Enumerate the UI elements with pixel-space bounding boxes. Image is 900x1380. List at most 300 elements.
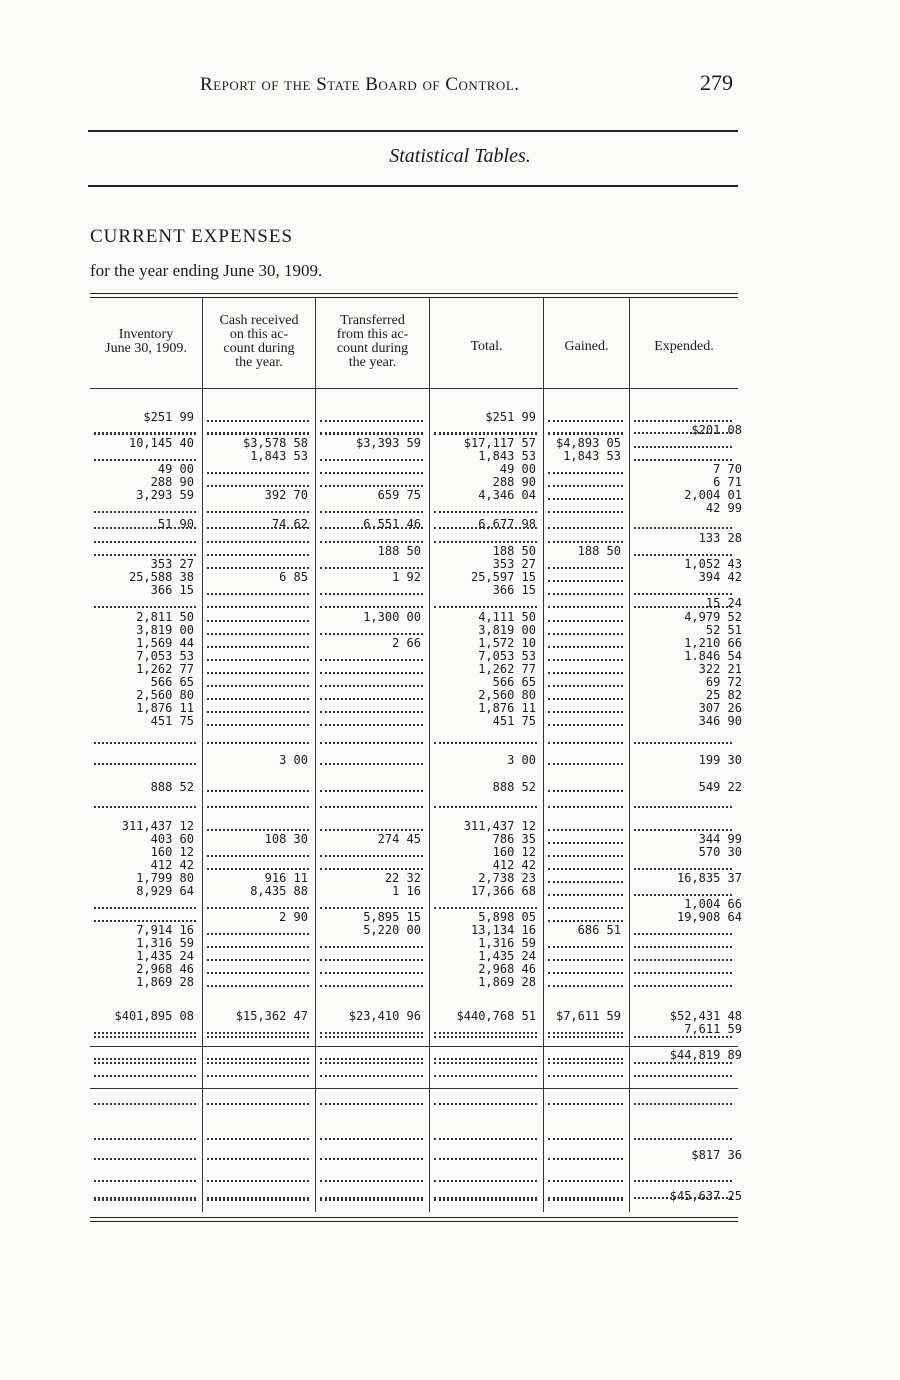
dot-leader: [548, 1180, 623, 1182]
table-cell: 1 92: [392, 570, 421, 584]
dot-leader: [207, 907, 309, 909]
dot-leader: [634, 1075, 732, 1077]
dot-leader: [434, 541, 537, 543]
dot-leader: [320, 1075, 423, 1077]
dot-leader: [634, 806, 732, 808]
dot-leader: [320, 763, 423, 765]
dot-leader: [94, 511, 196, 513]
dot-leader: [634, 959, 732, 961]
dot-leader: [207, 1158, 309, 1160]
dot-leader: [434, 606, 537, 608]
table-cell: 188 50: [377, 544, 421, 558]
table-cell: 2,004 01: [684, 488, 742, 502]
dot-leader: [548, 580, 623, 582]
table-cell: 5,220 00: [363, 923, 421, 937]
dot-leader: [434, 1058, 537, 1060]
dot-leader: [207, 511, 309, 513]
table-cell: 1,262 77: [136, 662, 194, 676]
table-cell: 353 27: [150, 557, 194, 571]
table-cell: 2 66: [392, 636, 421, 650]
table-cell: 2,968 46: [136, 962, 194, 976]
dot-leader: [434, 1197, 537, 1199]
table-cell: 1,316 59: [478, 936, 536, 950]
dot-leader: [434, 1180, 537, 1182]
dot-leader: [634, 1103, 732, 1105]
total-rule: [90, 1046, 738, 1047]
table-cell: 16,835 37: [676, 871, 742, 885]
dot-leader: [207, 829, 309, 831]
table-cell: 288 90: [150, 475, 194, 489]
dot-leader: [94, 527, 196, 529]
dot-leader: [434, 511, 537, 513]
dot-leader: [634, 420, 732, 422]
dot-leader: [94, 1058, 196, 1060]
table-cell: 1,843 53: [563, 449, 621, 463]
dot-leader: [207, 432, 309, 434]
table-cell: 1,843 53: [250, 449, 308, 463]
column-header: Expended.: [654, 339, 714, 354]
table-cell: 5,898 05: [478, 910, 536, 924]
dot-leader: [320, 985, 423, 987]
dot-leader: [320, 1197, 423, 1199]
dot-leader: [94, 1199, 196, 1201]
column-header: Total.: [470, 339, 503, 354]
subtitle-rule: [88, 185, 738, 187]
dot-leader: [548, 633, 623, 635]
dot-leader: [320, 672, 423, 674]
table-cell: 451 75: [150, 714, 194, 728]
table-cell: 51 90: [157, 517, 194, 531]
dot-leader: [548, 959, 623, 961]
table-cell: 2,560 80: [478, 688, 536, 702]
dot-leader: [320, 790, 423, 792]
table-cell: 7,914 16: [136, 923, 194, 937]
dot-leader: [207, 1197, 309, 1199]
total-rule: [90, 1088, 738, 1089]
dot-leader: [320, 485, 423, 487]
dot-leader: [548, 868, 623, 870]
table-cell: 1,300 00: [363, 610, 421, 624]
dot-leader: [207, 620, 309, 622]
dot-leader: [548, 1199, 623, 1201]
table-cell: 888 52: [492, 780, 536, 794]
table-cell: 1,799 80: [136, 871, 194, 885]
table-border-rule: [90, 1217, 738, 1218]
table-cell: 1,435 24: [136, 949, 194, 963]
dot-leader: [207, 985, 309, 987]
table-cell: 1,316 59: [136, 936, 194, 950]
table-cell: 4,346 04: [478, 488, 536, 502]
page-subtitle: Statistical Tables.: [389, 145, 531, 167]
table-cell: 322 21: [698, 662, 742, 676]
dot-leader: [320, 541, 423, 543]
dot-leader: [320, 698, 423, 700]
table-cell: $201 08: [691, 423, 742, 437]
dot-leader: [548, 920, 623, 922]
dot-leader: [548, 829, 623, 831]
table-cell: 3 00: [279, 753, 308, 767]
table-cell: 8,435 88: [250, 884, 308, 898]
dot-leader: [548, 1138, 623, 1140]
dot-leader: [320, 685, 423, 687]
table-cell: 1,843 53: [478, 449, 536, 463]
dot-leader: [320, 1158, 423, 1160]
table-cell: $251 99: [143, 410, 194, 424]
table-cell: 49 00: [157, 462, 194, 476]
dot-leader: [207, 790, 309, 792]
dot-leader: [548, 806, 623, 808]
dot-leader: [320, 959, 423, 961]
table-cell: 659 75: [377, 488, 421, 502]
dot-leader: [320, 511, 423, 513]
table-cell: 74 62: [271, 517, 308, 531]
dot-leader: [94, 806, 196, 808]
dot-leader: [207, 933, 309, 935]
dot-leader: [320, 806, 423, 808]
page-number: 279: [700, 70, 733, 95]
table-cell: $3,393 59: [355, 436, 421, 450]
table-cell: 160 12: [492, 845, 536, 859]
dot-leader: [207, 972, 309, 974]
table-cell: 8,929 64: [136, 884, 194, 898]
dot-leader: [320, 1199, 423, 1201]
dot-leader: [207, 1180, 309, 1182]
table-cell: 7,611 59: [684, 1022, 742, 1036]
dot-leader: [320, 527, 423, 529]
dot-leader: [634, 742, 732, 744]
table-border-rule: [90, 1221, 738, 1222]
table-cell: 1.846 54: [684, 649, 742, 663]
table-cell: 353 27: [492, 557, 536, 571]
dot-leader: [207, 606, 309, 608]
table-cell: 10,145 40: [128, 436, 194, 450]
table-cell: 1,435 24: [478, 949, 536, 963]
dot-leader: [207, 868, 309, 870]
dot-leader: [207, 527, 309, 529]
dot-leader: [634, 1138, 732, 1140]
dot-leader: [548, 620, 623, 622]
dot-leader: [207, 567, 309, 569]
dot-leader: [548, 855, 623, 857]
table-cell: $7,611 59: [555, 1009, 621, 1023]
table-cell: 19,908 64: [676, 910, 742, 924]
dot-leader: [207, 724, 309, 726]
dot-leader: [94, 1075, 196, 1077]
table-cell: 566 65: [150, 675, 194, 689]
dot-leader: [548, 685, 623, 687]
dot-leader: [434, 1032, 537, 1034]
header-rule: [90, 388, 738, 389]
dot-leader: [207, 646, 309, 648]
dot-leader: [320, 472, 423, 474]
table-cell: 25 82: [705, 688, 742, 702]
dot-leader: [207, 685, 309, 687]
section-title: CURRENT EXPENSES: [90, 226, 294, 247]
table-cell: 412 42: [150, 858, 194, 872]
dot-leader: [320, 567, 423, 569]
dot-leader: [320, 1058, 423, 1060]
table-cell: 366 15: [492, 583, 536, 597]
section-subtitle: for the year ending June 30, 1909.: [90, 261, 323, 280]
column-separator: [202, 298, 203, 1212]
dot-leader: [548, 606, 623, 608]
table-cell: 1,876 11: [478, 701, 536, 715]
dot-leader: [634, 1197, 732, 1199]
table-cell: 199 30: [698, 753, 742, 767]
dot-leader: [207, 485, 309, 487]
dot-leader: [634, 527, 732, 529]
dot-leader: [94, 1062, 196, 1064]
dot-leader: [94, 1103, 196, 1105]
dot-leader: [548, 1058, 623, 1060]
table-cell: 22 32: [384, 871, 421, 885]
column-header: Gained.: [564, 339, 609, 354]
dot-leader: [94, 763, 196, 765]
table-cell: 4,979 52: [684, 610, 742, 624]
dot-leader: [207, 420, 309, 422]
column-header: Transferred from this ac- count during the year.: [336, 313, 409, 370]
table-cell: 17,366 68: [470, 884, 536, 898]
dot-leader: [207, 855, 309, 857]
table-border-rule: [90, 297, 738, 298]
table-cell: 1,004 66: [684, 897, 742, 911]
dot-leader: [320, 946, 423, 948]
table-cell: 566 65: [492, 675, 536, 689]
table-cell: 307 26: [698, 701, 742, 715]
dot-leader: [320, 420, 423, 422]
table-cell: 108 30: [264, 832, 308, 846]
dot-leader: [634, 894, 732, 896]
table-cell: $23,410 96: [348, 1009, 421, 1023]
dot-leader: [320, 1062, 423, 1064]
table-cell: 69 72: [705, 675, 742, 689]
dot-leader: [320, 724, 423, 726]
dot-leader: [320, 1103, 423, 1105]
dot-leader: [548, 1158, 623, 1160]
dot-leader: [320, 855, 423, 857]
table-cell: 188 50: [577, 544, 621, 558]
table-cell: 549 22: [698, 780, 742, 794]
table-cell: 311,437 12: [463, 819, 536, 833]
table-cell: $15,362 47: [235, 1009, 308, 1023]
dot-leader: [320, 1032, 423, 1034]
dot-leader: [207, 806, 309, 808]
dot-leader: [207, 659, 309, 661]
table-cell: 6,551 46: [363, 517, 421, 531]
table-cell: 1,869 28: [136, 975, 194, 989]
dot-leader: [207, 672, 309, 674]
dot-leader: [548, 1032, 623, 1034]
dot-leader: [207, 1036, 309, 1038]
table-cell: 786 35: [492, 832, 536, 846]
table-cell: 5,895 15: [363, 910, 421, 924]
dot-leader: [548, 790, 623, 792]
dot-leader: [434, 1199, 537, 1201]
dot-leader: [634, 985, 732, 987]
dot-leader: [548, 646, 623, 648]
dot-leader: [548, 742, 623, 744]
dot-leader: [634, 606, 732, 608]
dot-leader: [634, 868, 732, 870]
dot-leader: [207, 541, 309, 543]
dot-leader: [207, 1062, 309, 1064]
table-cell: $440,768 51: [456, 1009, 536, 1023]
dot-leader: [434, 1138, 537, 1140]
dot-leader: [548, 1036, 623, 1038]
dot-leader: [94, 1032, 196, 1034]
dot-leader: [207, 742, 309, 744]
dot-leader: [634, 829, 732, 831]
table-cell: 2,560 80: [136, 688, 194, 702]
column-separator: [543, 298, 544, 1212]
dot-leader: [434, 806, 537, 808]
dot-leader: [548, 946, 623, 948]
dot-leader: [94, 920, 196, 922]
table-cell: 412 42: [492, 858, 536, 872]
table-cell: 403 60: [150, 832, 194, 846]
dot-leader: [94, 541, 196, 543]
dot-leader: [94, 1036, 196, 1038]
dot-leader: [320, 606, 423, 608]
table-cell: 366 15: [150, 583, 194, 597]
dot-leader: [548, 894, 623, 896]
table-cell: 346 90: [698, 714, 742, 728]
table-cell: 7 70: [713, 462, 742, 476]
dot-leader: [320, 972, 423, 974]
dot-leader: [320, 711, 423, 713]
dot-leader: [207, 633, 309, 635]
dot-leader: [320, 1138, 423, 1140]
dot-leader: [320, 829, 423, 831]
dot-leader: [634, 972, 732, 974]
dot-leader: [207, 554, 309, 556]
dot-leader: [94, 1158, 196, 1160]
dot-leader: [320, 1036, 423, 1038]
dot-leader: [94, 432, 196, 434]
table-cell: 916 11: [264, 871, 308, 885]
table-cell: 570 30: [698, 845, 742, 859]
table-cell: 3,819 00: [136, 623, 194, 637]
column-header: Cash received on this ac- count during the year.: [219, 313, 299, 370]
dot-leader: [634, 446, 732, 448]
dot-leader: [434, 1158, 537, 1160]
table-cell: 42 99: [705, 501, 742, 515]
dot-leader: [548, 698, 623, 700]
dot-leader: [548, 472, 623, 474]
table-cell: 6,677 98: [478, 517, 536, 531]
table-cell: $3,578 58: [242, 436, 308, 450]
dot-leader: [548, 420, 623, 422]
dot-leader: [207, 1103, 309, 1105]
table-cell: $401,895 08: [114, 1009, 194, 1023]
dot-leader: [320, 1180, 423, 1182]
dot-leader: [94, 606, 196, 608]
dot-leader: [634, 554, 732, 556]
dot-leader: [548, 511, 623, 513]
dot-leader: [320, 868, 423, 870]
table-cell: $45,637 25: [669, 1189, 742, 1203]
table-cell: 15 24: [705, 596, 742, 610]
dot-leader: [634, 1180, 732, 1182]
dot-leader: [634, 432, 732, 434]
table-cell: 311,437 12: [121, 819, 194, 833]
dot-leader: [548, 672, 623, 674]
table-cell: 188 50: [492, 544, 536, 558]
dot-leader: [207, 1199, 309, 1201]
dot-leader: [94, 907, 196, 909]
table-cell: 25,597 15: [470, 570, 536, 584]
table-cell: 7,053 53: [136, 649, 194, 663]
dot-leader: [94, 554, 196, 556]
dot-leader: [634, 1062, 732, 1064]
dot-leader: [320, 633, 423, 635]
table-cell: 1,876 11: [136, 701, 194, 715]
table-cell: 2,738 23: [478, 871, 536, 885]
dot-leader: [434, 1075, 537, 1077]
table-cell: 49 00: [499, 462, 536, 476]
dot-leader: [548, 485, 623, 487]
table-cell: 133 28: [698, 531, 742, 545]
table-cell: 4,111 50: [478, 610, 536, 624]
table-cell: 392 70: [264, 488, 308, 502]
dot-leader: [548, 593, 623, 595]
dot-leader: [207, 698, 309, 700]
dot-leader: [634, 946, 732, 948]
dot-leader: [207, 1032, 309, 1034]
dot-leader: [548, 1197, 623, 1199]
table-cell: 7,053 53: [478, 649, 536, 663]
table-cell: 13,134 16: [470, 923, 536, 937]
dot-leader: [548, 567, 623, 569]
dot-leader: [548, 881, 623, 883]
table-cell: 3,293 59: [136, 488, 194, 502]
dot-leader: [207, 472, 309, 474]
table-cell: 1,262 77: [478, 662, 536, 676]
dot-leader: [434, 742, 537, 744]
table-cell: 1,572 10: [478, 636, 536, 650]
dot-leader: [207, 1058, 309, 1060]
dot-leader: [548, 985, 623, 987]
table-cell: 686 51: [577, 923, 621, 937]
dot-leader: [207, 593, 309, 595]
dot-leader: [320, 907, 423, 909]
dot-leader: [320, 432, 423, 434]
column-header: Inventory June 30, 1909.: [105, 327, 187, 356]
table-cell: 1,052 43: [684, 557, 742, 571]
dot-leader: [94, 1197, 196, 1199]
dot-leader: [320, 459, 423, 461]
table-cell: 288 90: [492, 475, 536, 489]
dot-leader: [548, 907, 623, 909]
dot-leader: [548, 763, 623, 765]
table-cell: 3 00: [507, 753, 536, 767]
table-cell: 274 45: [377, 832, 421, 846]
top-rule: [88, 130, 738, 132]
dot-leader: [434, 1036, 537, 1038]
table-cell: $817 36: [691, 1148, 742, 1162]
table-cell: 1,869 28: [478, 975, 536, 989]
dot-leader: [548, 498, 623, 500]
table-cell: $4,893 05: [555, 436, 621, 450]
dot-leader: [207, 711, 309, 713]
dot-leader: [207, 959, 309, 961]
dot-leader: [634, 933, 732, 935]
table-cell: 2 90: [279, 910, 308, 924]
dot-leader: [548, 527, 623, 529]
table-cell: 888 52: [150, 780, 194, 794]
dot-leader: [548, 1062, 623, 1064]
column-separator: [629, 298, 630, 1212]
